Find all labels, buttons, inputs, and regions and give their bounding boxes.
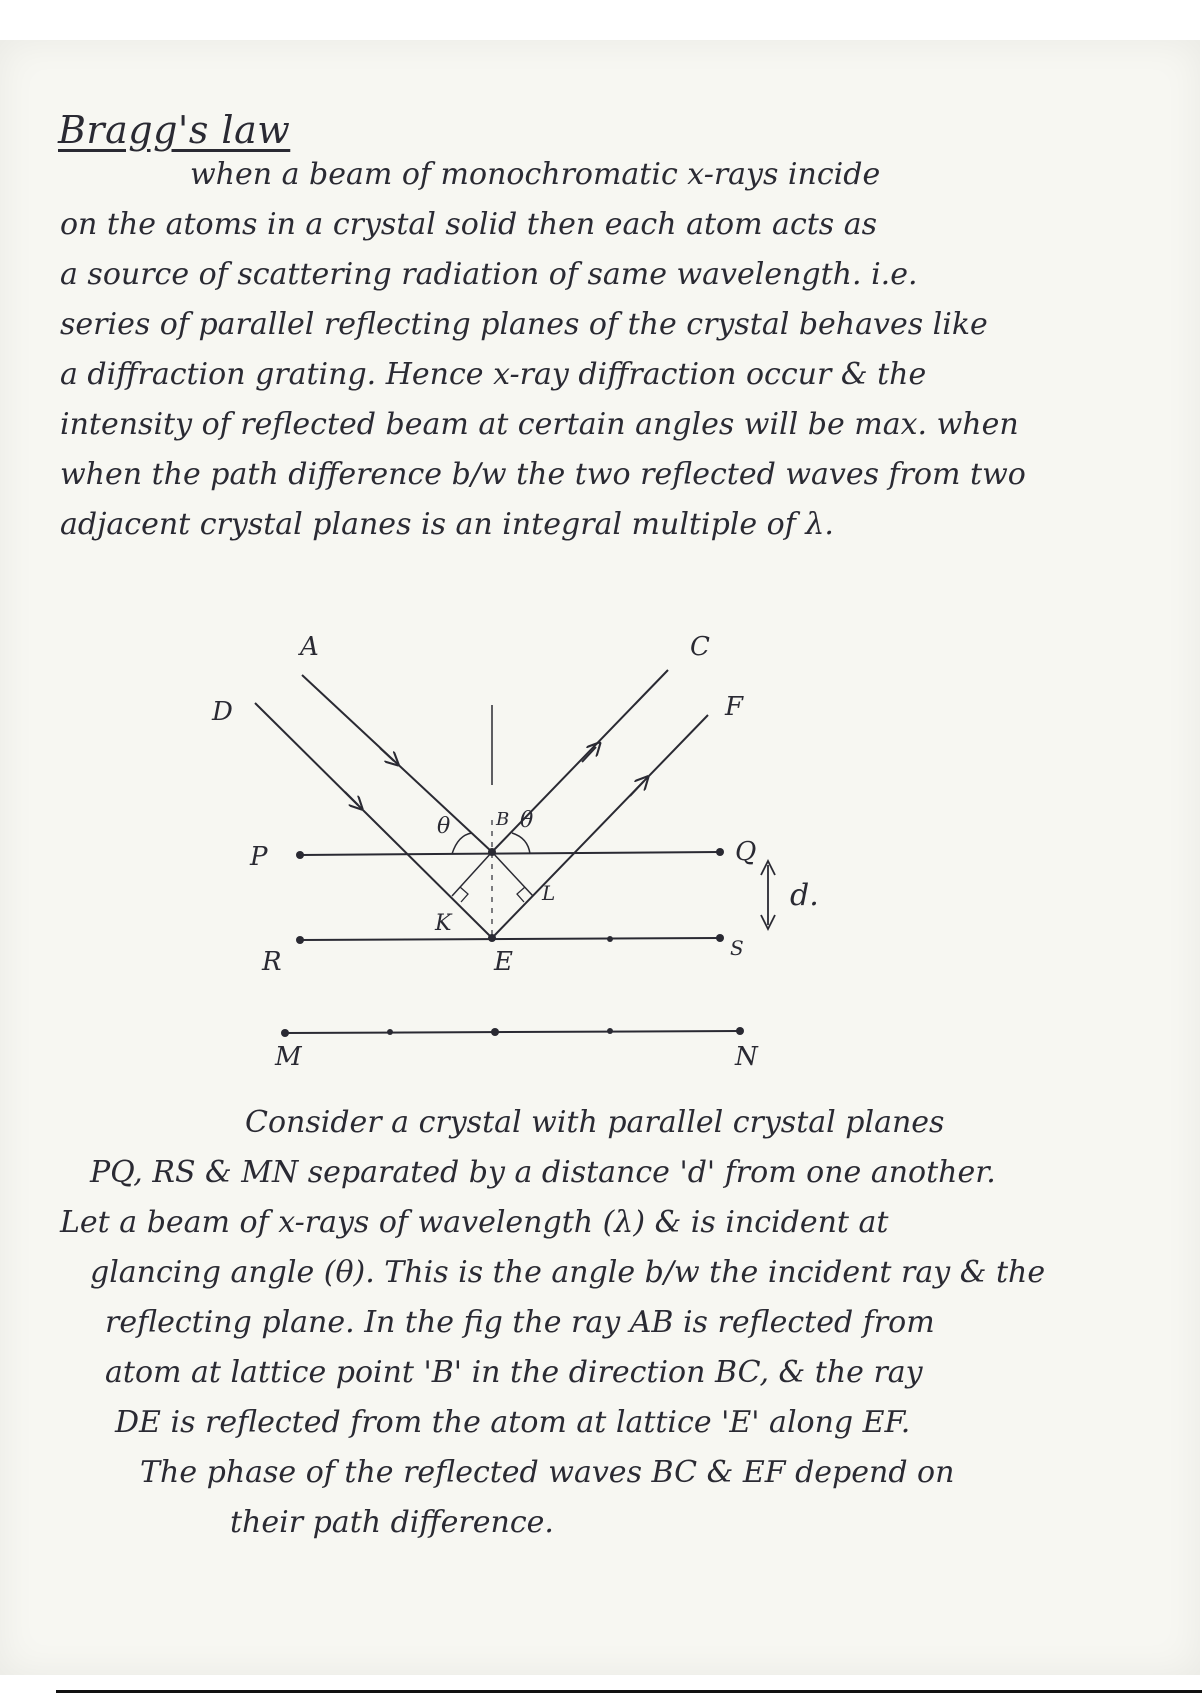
text-line: on the atoms in a crystal solid then each atom acts as <box>60 207 878 242</box>
body-paragraph <box>60 1098 1140 1548</box>
lattice-point <box>716 934 724 942</box>
lattice-point <box>491 1028 499 1036</box>
intro-paragraph <box>60 150 1140 550</box>
bottom-rule <box>56 1690 1202 1693</box>
arrow-bc <box>582 747 596 762</box>
text-line: series of parallel reflecting planes of the crystal behaves like <box>60 307 988 342</box>
text-line: Let a beam of x-rays of wavelength (λ) & is incident at <box>60 1205 889 1240</box>
ray-ab <box>302 675 492 852</box>
lattice-point <box>281 1029 289 1037</box>
angle-arc-right <box>512 833 530 854</box>
label-s: S <box>730 936 744 960</box>
arrow-ab <box>380 748 394 761</box>
lattice-point <box>736 1027 744 1035</box>
bragg-diagram <box>190 632 950 1075</box>
text-line: reflecting plane. In the fig the ray AB is reflected from <box>105 1305 935 1340</box>
text-line: when the path difference b/w the two reflected waves from two <box>60 457 1026 492</box>
label-d: d. <box>790 878 819 913</box>
arrow-de <box>345 792 358 805</box>
text-line: atom at lattice point 'B' in the direction BC, & the ray <box>105 1355 923 1390</box>
label-p: P <box>250 842 268 872</box>
text-line: a source of scattering radiation of same wavelength. i.e. <box>60 257 918 292</box>
lattice-point <box>607 936 613 942</box>
label-f: F <box>725 692 744 722</box>
angle-arc-left <box>452 833 472 854</box>
label-r: R <box>262 947 282 977</box>
lattice-point <box>387 1029 393 1035</box>
lattice-point-b <box>488 848 496 856</box>
text-line: PQ, RS & MN separated by a distance 'd' from one another. <box>90 1155 996 1190</box>
lattice-point-e <box>488 934 496 942</box>
label-m: M <box>275 1042 302 1072</box>
label-a: A <box>300 632 319 662</box>
lattice-point <box>296 936 304 944</box>
plane-pq <box>300 852 720 855</box>
text-line: when a beam of monochromatic x-rays incide <box>190 157 881 192</box>
right-angle-k <box>460 887 468 902</box>
label-q: Q <box>735 837 757 867</box>
ray-bc <box>492 670 668 852</box>
label-n: N <box>735 1042 758 1072</box>
perp-bk <box>452 852 492 896</box>
right-angle-l <box>517 887 525 902</box>
plane-rs <box>300 938 720 940</box>
label-theta-right: θ <box>520 808 534 833</box>
text-line: DE is reflected from the atom at lattice 'E' along EF. <box>115 1405 911 1440</box>
label-theta-left: θ <box>437 814 451 839</box>
text-line: adjacent crystal planes is an integral multiple of λ. <box>60 507 834 542</box>
ray-de <box>255 703 492 938</box>
lattice-point <box>296 851 304 859</box>
text-line: intensity of reflected beam at certain angles will be max. when <box>60 407 1019 442</box>
label-e: E <box>494 947 513 977</box>
text-line: a diffraction grating. Hence x-ray diffraction occur & the <box>60 357 927 392</box>
text-line: The phase of the reflected waves BC & EF depend on <box>140 1455 955 1490</box>
bragg-diagram-svg <box>190 632 950 1075</box>
label-l: L <box>542 881 556 905</box>
label-k: K <box>435 911 452 936</box>
text-line: glancing angle (θ). This is the angle b/w the incident ray & the <box>90 1255 1046 1290</box>
text-line: Consider a crystal with parallel crystal planes <box>245 1105 945 1140</box>
label-b: B <box>496 809 510 830</box>
label-d: D <box>212 697 233 727</box>
label-c: C <box>690 632 710 662</box>
plane-mn <box>285 1031 740 1033</box>
lattice-point <box>716 848 724 856</box>
perp-bl <box>492 852 533 896</box>
text-line: their path difference. <box>230 1505 554 1540</box>
lattice-point <box>607 1028 613 1034</box>
arrow-ef <box>630 781 644 796</box>
page-title: Bragg's law <box>58 108 291 152</box>
